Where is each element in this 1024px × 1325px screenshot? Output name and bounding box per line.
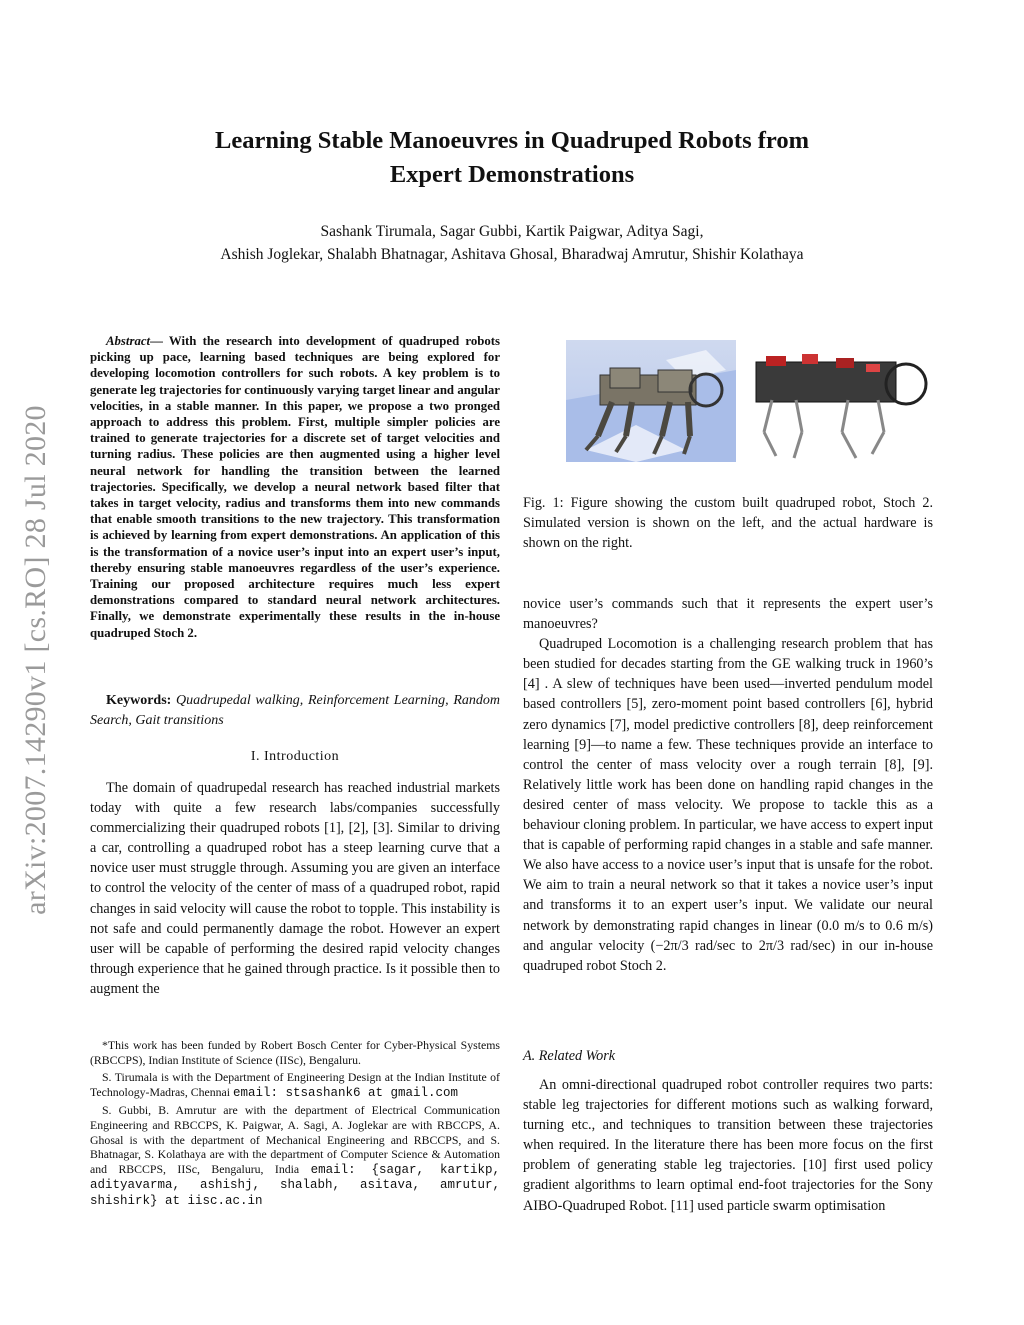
footnotes	[90, 1038, 500, 1212]
keywords-label: Keywords:	[106, 693, 172, 708]
continuation-paragraph: novice user’s commands such that it represents the expert user’s manoeuvres?	[523, 596, 933, 633]
title-line-2: Expert Demonstrations	[389, 161, 635, 188]
footnote-tirumala	[90, 1070, 500, 1100]
author-list	[0, 220, 1024, 266]
arxiv-identifier: arXiv:2007.14290v1 [cs.RO] 28 Jul 2020	[19, 405, 52, 915]
right-column-text	[523, 594, 933, 976]
introduction-paragraph: The domain of quadrupedal research has reached industrial markets today with quite a few research labs/companies successfully commercializing their quadruped robots [1], [2], [3]. Similar to driving a car, controlling a quadruped robot has a steep learning curve that a novice user must struggle through. Assuming you are given an interface to control the velocity of the center of mass of a quadruped robot, rapid changes in said velocity will cause the robot to topple. This instability is not safe and could permanently damage the robot. However an expert user will be capable of performing the desired rapid velocity changes through experience that he gained through practice. Is it possible then to augment the	[90, 780, 500, 997]
arxiv-sidebar	[16, 360, 56, 960]
authors-line-1: Sashank Tirumala, Sagar Gubbi, Kartik Paigwar, Aditya Sagi,	[320, 223, 704, 240]
locomotion-paragraph: Quadruped Locomotion is a challenging research problem that has been studied for decades starting from the GE walking truck in 1960’s [4] . A slew of techniques have been used—inverted pendulum model based controllers [5], zero-moment point based controllers [6], hybrid zero dynamics [7], model predictive controllers [8], deep reinforcement learning [9]—to name a few. These techniques provide an interface to control the center of mass velocity over a rough terrain [8], [9]. Relatively little work has been done on handling rapid changes in the desired center of mass velocity. We propose to tackle this as a behaviour cloning problem. In particular, we have access to expert input that is capable of performing rapid changes in a stable and safe manner. We also have access to a novice user’s input that is unsafe for the robot. We aim to train a neural network so that it takes a novice user’s input and transforms it to an expert user’s input. We validate our neural network by demonstrating rapid changes in linear (0.0 m/s to 0.6 m/s) and angular velocity (−2π/3 rad/sec to 2π/3 rad/sec) in our in-house quadruped robot Stoch 2.	[523, 636, 933, 974]
abstract	[90, 333, 500, 641]
abstract-text: With the research into development of quadruped robots picking up pace, learning based techniques are being explored for developing locomotion controllers for such robots. A key problem is to generate leg trajectories for continuously varying target linear and angular velocities, in a stable manner. In this paper, we propose a two pronged approach to address this problem. First, multiple simpler policies are trained to generate trajectories for a discrete set of target velocities and turning radius. These policies are then augmented using a higher level neural network for handling the transition between the learned trajectories. Specifically, we develop a neural network based filter that takes in target velocity, radius and transforms them into new commands that enable smooth transitions to the new trajectory. This transformation is achieved by learning from expert demonstrations. An application of this is the transformation of a novice user’s input into an expert user’s input, thereby ensuring stable manoeuvres regardless of the user’s experience. Training our proposed architecture requires much less expert demonstrations compared to standard neural network architectures. Finally, we demonstrate experimentally these results in the in-house quadruped Stoch 2.	[90, 334, 501, 640]
title-line-1: Learning Stable Manoeuvres in Quadruped Robots from	[215, 127, 809, 154]
abstract-dash: —	[150, 334, 163, 348]
abstract-label: Abstract	[106, 334, 151, 348]
footnote-affiliations	[90, 1103, 500, 1208]
footnote-tirumala-email: email: stsashank6 at gmail.com	[233, 1085, 459, 1100]
footnote-funding: *This work has been funded by Robert Bosch Center for Cyber-Physical Systems (RBCCPS), Indian Institute of Science (IISc), Bengaluru.	[90, 1038, 500, 1067]
footnote-affiliations-text: S. Gubbi, B. Amrutur are with the department of Electrical Communication Engineering and RBCCPS, K. Paigwar, A. Sagi, A. Joglekar are with RBCCPS, A. Ghosal is with the department of Mechanical Engineering and RBCCPS, and S. Bhatnagar, S. Kolathaya are with the department of Computer Science & Automation and RBCCPS, IISc, Bengaluru, India	[90, 1103, 500, 1176]
introduction-section	[90, 778, 500, 999]
keywords-text: Quadrupedal walking, Reinforcement Learning, Random Search, Gait transitions	[90, 693, 501, 728]
related-work-section	[523, 1075, 933, 1216]
simulated-robot-image	[566, 340, 736, 462]
keywords	[90, 691, 500, 731]
footnote-tirumala-text: S. Tirumala is with the Department of Engineering Design at the Indian Institute of Technology-Madras, Chennai	[90, 1070, 500, 1099]
section-heading-introduction: I. Introduction	[250, 749, 340, 764]
authors-line-2: Ashish Joglekar, Shalabh Bhatnagar, Ashitava Ghosal, Bharadwaj Amrutur, Shishir Kolathaya	[220, 246, 804, 263]
hardware-robot-image	[744, 340, 936, 462]
figure-caption: Fig. 1: Figure showing the custom built quadruped robot, Stoch 2. Simulated version is shown on the left, and the actual hardware is shown on the right.	[523, 495, 933, 552]
figure-robot-images	[566, 340, 936, 462]
related-work-heading: A. Related Work	[523, 1048, 616, 1064]
paper-title	[0, 124, 1024, 192]
footnote-affiliations-email: email: {sagar, kartikp, adityavarma, ashishj, shalabh, asitava, amrutur, shishirk} at iisc.ac.in	[90, 1162, 501, 1208]
related-work-paragraph: An omni-directional quadruped robot controller requires two parts: stable leg trajectories for different motions such as walking forward, turning etc., and techniques to transition between these trajectories when required. In the literature there has been more focus on the first problem of generating stable leg trajectories. [10] first used policy gradient algorithms to learn optimal end-foot trajectories for the Sony AIBO-Quadruped Robot. [11] used particle swarm optimisation	[523, 1077, 933, 1214]
robot-figure-graphic	[566, 340, 936, 462]
